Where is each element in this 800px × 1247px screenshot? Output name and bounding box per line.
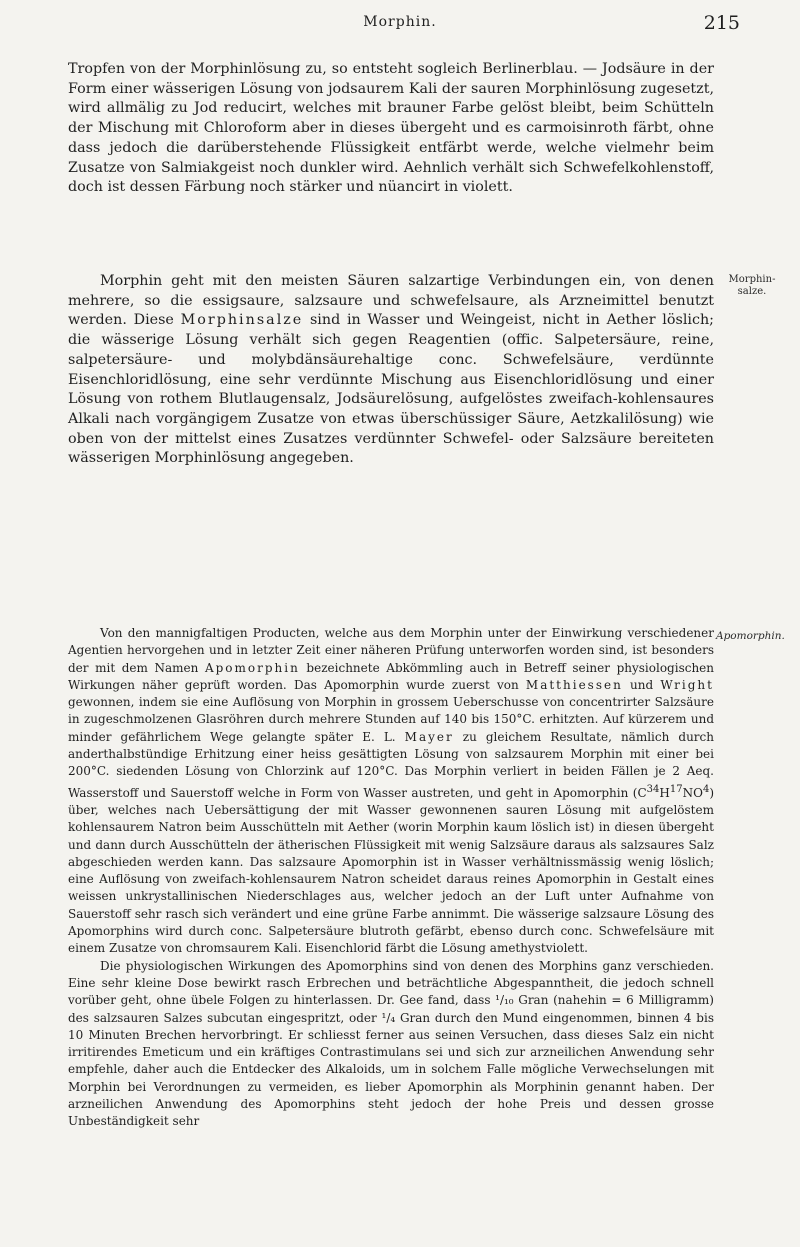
formula-superscript: 17 [669,783,683,795]
formula-superscript: 4 [702,783,710,795]
paragraph-berlinerblau: Tropfen von der Morphinlösung zu, so entsteht sogleich Berlinerblau. — Jodsäure in der Form einer wässerigen Lösung von jodsaurem Kali der sauren Morphinlösung zugesetzt, wird allmälig zu Jod reducirt, welches mit brauner Farbe gelöst bleibt, beim Schütteln der Mischung mit Chloroform aber in dieses übergeht und es carmoisinroth färbt, ohne dass jedoch die darüberstehende Flüssigkeit entfärbt werde, welche vielmehr beim Zusatze von Salmiakgeist noch dunkler wird. Aehnlich verhält sich Schwefelkohlenstoff, doch ist dessen Färbung noch stärker und nüancirt in violett. [68,61,714,196]
running-title: Morphin. [363,14,437,30]
paragraph-physiologische-wirkungen: Die physiologischen Wirkungen des Apomorphins sind von denen des Morphins ganz verschieden. Eine sehr kleine Dose bewirkt rasch Erbrechen und beträchtliche Abgespanntheit, die jedoch schnell vorüber geht, ohne übele Folgen zu hinterlassen. Dr. Gee fand, dass ¹/₁₀ Gran (nahehin = 6 Milligramm) des salzsauren Salzes subcutan eingespritzt, oder ¹/₄ Gran durch den Mund eingenommen, binnen 4 bis 10 Minuten Brechen hervorbringt. Er schliesst ferner aus seinen Versuchen, dass dieses Salz ein nicht irritirendes Emeticum und ein kräftiges Contrastimulans sei und sich zur arzneilichen Anwendung sehr empfehle, daher auch die Entdecker des Alkaloids, um in solchem Falle mögliche Verwechselungen mit Morphin bei Verordnungen zu vermeiden, es lieber Apomorphin als Morphinin genannt haben. Der arzneilichen Anwendung des Apomorphins steht jedoch der hohe Preis und dessen grosse Unbeständigkeit sehr [68,958,714,1129]
text-span: ) über, welches nach Uebersättigung der mit Wasser gewonnenen sauren Lösung mit aufgelöstem kohlensaurem Natron beim Ausschütteln mit Aether (worin Morphin kaum löslich ist) in diesen übergeht und dann durch Ausschütteln der ätherischen Flüssigkeit mit wenig Salzsäure daraus als salzsaures Salz abgeschieden werden kann. Das salzsaure Apomorphin ist in Wasser verhältnissmässig wenig löslich; eine Auflösung von zweifach-kohlensaurem Natron scheidet daraus reines Apomorphin in Gestalt eines weissen unkrystallinischen Niederschlages aus, welcher jedoch an der Luft unter Aufnahme von Sauerstoff sehr rasch sich verändert und eine grüne Farbe annimmt. Die wässerige salzsaure Lösung des Apomorphins wird durch conc. Salpetersäure blutroth gefärbt, ebenso durch conc. Schwefelsäure mit einem Zusatze von chromsaurem Kali. Eisenchlorid färbt die Lösung amethystviolett. [68,785,714,956]
text-span: bezeichnete Abkömmling auch in Betreff seiner physiologischen Wirkungen näher geprüft worden. Das Apomorphin wurde zuerst von [68,660,715,692]
paragraph-block-3 [68,625,714,1131]
text-span: sind in Wasser und Weingeist, nicht in Aether löslich; die wässerige Lösung verhält sich gegen Reagentien (offic. Salpetersäure, reine, salpetersäure- und molybdänsäurehaltige conc. Schwefelsäure, verdünnte Eisenchloridlösung, eine sehr verdünnte Mischung aus Eisenchloridlösung und einer Lösung von rothem Blutlaugensalz, Jodsäurelösung, aufgelöstes zweifach-kohlensaures Alkali nach vorgängigem Zusatze von etwas überschüssiger Säure, Aetzkalilösung) wie oben von der mittelst eines Zusatzes verdünnter Schwefel- oder Salzsäure bereiteten wässerigen Morphinlösung angegeben. [68,312,715,467]
spaced-term-morphinsalze: Morphinsalze [180,312,304,329]
paragraph-block-2 [68,272,714,469]
text-span: und [622,677,661,692]
spaced-term-apomorphin: Apomorphin [204,660,300,675]
paragraph-apomorphin [68,625,714,958]
text-span: Morphin geht mit den meisten Säuren salzartige Verbindungen ein, von denen mehrere, so die essigsaure, salzsaure und schwefelsaure, als Arzneimittel benutzt werden. Diese [68,273,714,329]
author-wright: Wright [660,677,714,692]
margin-note-morphinsalze: Morphin-salze. [728,274,776,297]
paragraph-block-1 [68,60,714,198]
formula-superscript: 34 [646,783,660,795]
paragraph-morphinsalze [68,272,714,469]
text-span: NO [682,785,703,800]
text-span: H [659,785,670,800]
author-matthiessen: Matthiessen [525,677,623,692]
text-span: gewonnen, indem sie eine Auflösung von Morphin in grossem Ueberschusse von concentrirter Salzsäure in zugeschmolzenen Glasröhren durch mehrere Stunden auf 140 bis 150°C. erhitzten. Auf kürzerem und minder gefährlichem Wege gelangte später E. L. [68,695,714,744]
text-span: Von den mannigfaltigen Producten, welche aus dem Morphin unter der Einwirkung verschiedener Agentien hervorgehen und in letzter Zeit einer näheren Prüfung unterworfen worden sind, ist besonders der mit dem Namen [68,626,714,675]
margin-note-apomorphin: Apomorphin. [716,630,785,642]
text-span: zu gleichem Resultate, nämlich durch anderthalbstündige Erhitzung einer heiss gesättigten Lösung von salzsaurem Morphin mit einer bei 200°C. siedenden Lösung von Chlorzink auf 120°C. Das Morphin verliert in beiden Fällen je 2 Aeq. Wasserstoff und Sauerstoff welche in Form von Wasser austreten, und geht in Apomorphin (C [68,729,714,800]
page-header [0,14,800,40]
page-number: 215 [703,12,740,34]
author-mayer: Mayer [404,729,454,744]
